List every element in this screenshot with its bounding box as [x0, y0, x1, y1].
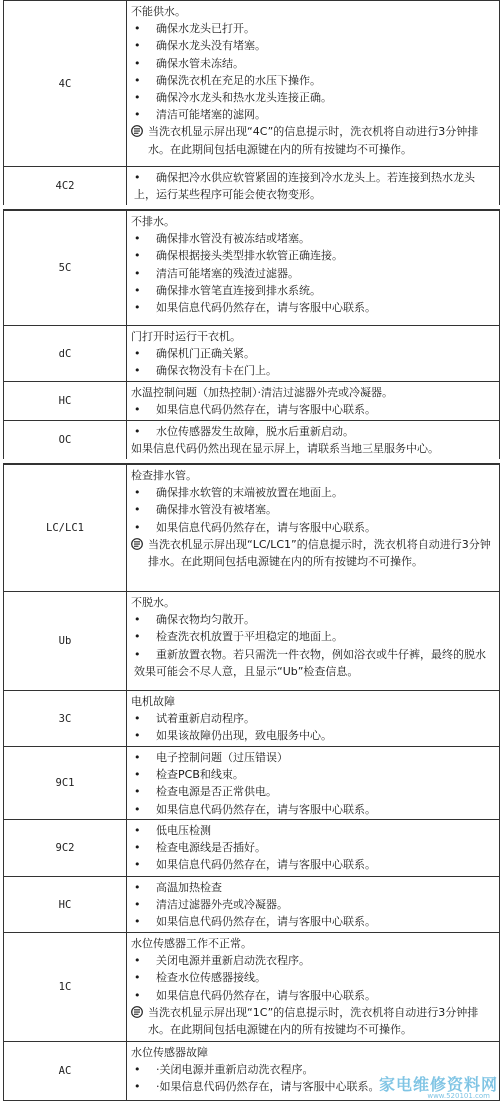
bullet-icon: •	[134, 249, 141, 263]
error-description	[127, 933, 499, 1041]
table-row	[3, 690, 500, 746]
error-description	[127, 592, 499, 690]
bullet-icon: •	[134, 898, 141, 912]
bullet-icon: •	[134, 824, 141, 837]
description-heading: 如果信息代码仍然出现在显示屏上，请联系当地三星服务中心。	[131, 442, 439, 456]
bullet-item	[131, 783, 495, 800]
bullet-item	[131, 822, 495, 839]
error-description	[127, 382, 499, 420]
bullet-icon: •	[134, 232, 141, 246]
bullet-text: 检查电源线是否插好。	[156, 841, 266, 855]
bullet-item	[131, 401, 495, 418]
bullet-item	[131, 501, 495, 518]
bullet-text: 电子控制问题（过压错误）	[156, 751, 288, 764]
bullet-text: 试着重新启动程序。	[156, 712, 255, 726]
bullet-text: 确保冷水龙头和热水龙头连接正确。	[156, 91, 332, 105]
bullet-icon: •	[134, 841, 141, 855]
bullet-item	[131, 913, 495, 930]
bullet-text: 确保排水软管的末端被放置在地面上。	[156, 486, 343, 500]
bullet-icon: •	[134, 520, 141, 534]
bullet-text: 检查洗衣机放置于平坦稳定的地面上。	[156, 630, 343, 644]
table-row	[3, 381, 500, 420]
bullet-text: 水位传感器发生故障，脱水后重新启动。	[156, 425, 354, 438]
bullet-item	[131, 749, 495, 766]
error-code: 9C1	[4, 747, 127, 819]
table-row	[3, 876, 500, 932]
bullet-item	[131, 987, 495, 1004]
bullet-text: 确保排水管没有被堵塞。	[156, 503, 277, 517]
bullet-text: 清洁可能堵塞的滤网。	[156, 108, 266, 122]
bullet-icon: •	[134, 915, 141, 929]
bullet-item	[131, 839, 495, 856]
bullet-text: 如果信息代码仍然存在，请与客服中心联系。	[156, 802, 376, 816]
bullet-item	[131, 628, 495, 645]
bullet-icon: •	[134, 802, 141, 816]
error-code: OC	[4, 421, 127, 459]
bullet-icon: •	[134, 283, 141, 297]
note-icon	[131, 125, 145, 137]
bullet-item	[131, 856, 495, 873]
bullet-icon: •	[134, 22, 141, 36]
bullet-icon: •	[134, 73, 141, 87]
bullet-icon: •	[134, 486, 141, 500]
bullet-item	[131, 89, 495, 106]
bullet-text: 确保水龙头已打开。	[156, 22, 255, 36]
bullet-icon: •	[134, 785, 141, 799]
bullet-icon: •	[134, 171, 141, 184]
bullet-item	[131, 362, 495, 379]
error-code: 4C2	[4, 167, 127, 205]
note-text: 当洗衣机显示屏出现“4C”的信息提示时，洗衣机将自动进行3分钟排水。在此期间包括电源键在内的所有按键均不可操作。	[148, 125, 479, 156]
bullet-text: 确保衣物均匀散开。	[156, 613, 255, 627]
error-description	[127, 691, 499, 746]
bullet-item	[131, 423, 495, 440]
bullet-text: 确保根据接头类型排水软管正确连接。	[156, 249, 343, 263]
error-code-table	[3, 0, 500, 1101]
bullet-text: 清洁可能堵塞的残渣过滤器。	[156, 266, 299, 280]
bullet-item	[131, 896, 495, 913]
bullet-text: 确保洗衣机在充足的水压下操作。	[156, 73, 321, 87]
bullet-text: 确保把冷水供应软管紧固的连接到冷水龙头上。若连接到热水龙头上，运行某些程序可能会使衣物变形。	[134, 171, 475, 202]
bullet-item	[131, 710, 495, 727]
table-row	[3, 325, 500, 381]
bullet-text: ·关闭电源并重新启动洗衣程序。	[156, 1063, 314, 1077]
bullet-text: 检查电源是否正常供电。	[156, 785, 277, 799]
bullet-item	[131, 345, 495, 362]
bullet-icon: •	[134, 403, 141, 417]
bullet-icon: •	[134, 347, 141, 361]
bullet-item	[131, 37, 495, 54]
bullet-item	[131, 952, 495, 969]
bullet-icon: •	[134, 503, 141, 517]
bullet-text: 清洁过滤器外壳或冷凝器。	[156, 898, 288, 912]
table-row	[3, 463, 500, 591]
bullet-text: 如果信息代码仍然存在，请与客服中心联系。	[156, 403, 376, 417]
bullet-text: 高温加热检查	[156, 881, 222, 894]
bullet-text: 如果该故障仍出现，致电服务中心。	[156, 729, 332, 743]
table-row	[3, 420, 500, 459]
error-description	[127, 211, 499, 325]
bullet-icon: •	[134, 971, 141, 985]
bullet-item	[131, 282, 495, 299]
note-item	[131, 123, 495, 157]
error-code: HC	[4, 382, 127, 420]
watermark-url: www.520101.com	[427, 1092, 490, 1100]
bullet-item	[131, 55, 495, 72]
table-row	[3, 746, 500, 819]
bullet-icon: •	[134, 1080, 141, 1094]
error-code: dC	[4, 326, 127, 381]
note-icon	[131, 538, 145, 550]
bullet-item	[131, 230, 495, 247]
bullet-item	[131, 169, 495, 203]
bullet-icon: •	[134, 301, 141, 315]
bullet-icon: •	[134, 39, 141, 53]
note-item	[131, 536, 495, 570]
bullet-icon: •	[134, 881, 141, 894]
bullet-text: 如果信息代码仍然存在，请与客服中心联系。	[156, 301, 376, 315]
bullet-icon: •	[134, 751, 141, 764]
bullet-item	[131, 106, 495, 123]
bullet-text: 确保排水管没有被冻结或堵塞。	[156, 232, 310, 246]
bullet-text: 如果信息代码仍然存在，请与客服中心联系。	[156, 988, 376, 1002]
description-heading: 水温控制问题（加热控制）·清洁过滤器外壳或冷凝器。	[131, 386, 393, 399]
bullet-item	[131, 484, 495, 501]
error-description	[127, 877, 499, 932]
description-heading: 检查排水管。	[131, 469, 197, 482]
note-text: 当洗衣机显示屏出现“LC/LC1”的信息提示时，洗衣机将自动进行3分钟排水。在此期间包括电源键在内的所有按键均不可操作。	[148, 537, 491, 569]
note-text: 当洗衣机显示屏出现“1C”的信息提示时，洗衣机将自动进行3分钟排水。在此期间包括电源键在内的所有按键均不可操作。	[148, 1005, 479, 1037]
bullet-item	[131, 727, 495, 744]
bullet-text: 如果信息代码仍然存在，请与客服中心联系。	[156, 858, 376, 872]
error-code: 5C	[4, 211, 127, 325]
bullet-text: 检查水位传感器接线。	[156, 971, 266, 985]
bullet-icon: •	[134, 56, 141, 70]
bullet-icon: •	[134, 266, 141, 280]
watermark-text: 家电维修资料网	[378, 1075, 498, 1094]
bullet-text: 确保机门正确关紧。	[156, 347, 255, 361]
bullet-item	[131, 20, 495, 37]
bullet-icon: •	[134, 1063, 141, 1077]
description-heading: 不脱水。	[131, 596, 175, 609]
error-description	[127, 421, 499, 459]
table-row	[3, 209, 500, 325]
table-row	[3, 932, 500, 1041]
description-heading: 门打开时运行干衣机。	[131, 330, 241, 343]
bullet-icon: •	[134, 768, 141, 782]
error-description	[127, 820, 499, 876]
bullet-item	[131, 801, 495, 818]
description-heading: 水位传感器工作不正常。	[131, 937, 252, 950]
note-icon	[131, 1006, 145, 1018]
table-row	[3, 819, 500, 876]
bullet-icon: •	[134, 425, 141, 438]
bullet-item	[131, 265, 495, 282]
bullet-item	[131, 247, 495, 264]
error-code: LC/LC1	[4, 465, 127, 591]
bullet-item	[131, 72, 495, 89]
error-description	[127, 326, 499, 381]
bullet-icon: •	[134, 630, 141, 644]
bullet-text: 关闭电源并重新启动洗衣程序。	[156, 954, 310, 968]
bullet-icon: •	[134, 988, 141, 1002]
bullet-icon: •	[134, 954, 141, 968]
error-code: 1C	[4, 933, 127, 1041]
bullet-text: 确保排水管笔直连接到排水系统。	[156, 283, 321, 297]
bullet-text: ·如果信息代码仍然存在，请与客服中心联系。	[156, 1080, 380, 1094]
bullet-icon: •	[134, 647, 141, 661]
bullet-text: 如果信息代码仍然存在，请与客服中心联系。	[156, 915, 376, 929]
description-heading: 不能供水。	[131, 5, 186, 18]
description-heading: 不排水。	[131, 215, 175, 228]
bullet-item	[131, 519, 495, 536]
bullet-icon: •	[134, 108, 141, 122]
description-heading: 电机故障	[131, 695, 175, 708]
error-code: Ub	[4, 592, 127, 690]
bullet-icon: •	[134, 364, 141, 378]
error-description	[127, 167, 499, 205]
bullet-icon: •	[134, 91, 141, 105]
bullet-icon: •	[134, 712, 141, 726]
bullet-item	[131, 299, 495, 316]
bullet-item	[131, 766, 495, 783]
bullet-item	[131, 646, 495, 680]
bullet-text: 确保水龙头没有堵塞。	[156, 39, 266, 53]
note-item	[131, 1004, 495, 1038]
watermark	[378, 1072, 498, 1100]
table-row	[3, 0, 500, 166]
description-heading: 水位传感器故障	[131, 1046, 208, 1059]
error-description	[127, 1, 499, 166]
bullet-text: 重新放置衣物。若只需洗一件衣物，例如浴衣或牛仔裤，最终的脱水效果可能会不尽人意，且显示“Ub”检查信息。	[134, 647, 486, 678]
table-row	[3, 166, 500, 205]
table-row	[3, 591, 500, 690]
bullet-item	[131, 611, 495, 628]
bullet-icon: •	[134, 613, 141, 627]
error-code: HC	[4, 877, 127, 932]
error-code: 9C2	[4, 820, 127, 876]
bullet-text: 如果信息代码仍然存在，请与客服中心联系。	[156, 520, 376, 534]
error-code: AC	[4, 1042, 127, 1100]
bullet-item	[131, 969, 495, 986]
bullet-icon: •	[134, 858, 141, 872]
error-code: 4C	[4, 1, 127, 166]
bullet-icon: •	[134, 729, 141, 743]
bullet-text: 低电压检测	[156, 824, 211, 837]
error-code: 3C	[4, 691, 127, 746]
bullet-text: 检查PCB和线束。	[156, 768, 244, 782]
bullet-item	[131, 879, 495, 896]
bullet-text: 确保衣物没有卡在门上。	[156, 364, 277, 378]
bullet-text: 确保水管未冻结。	[156, 56, 244, 70]
error-description	[127, 747, 499, 819]
error-description	[127, 465, 499, 591]
